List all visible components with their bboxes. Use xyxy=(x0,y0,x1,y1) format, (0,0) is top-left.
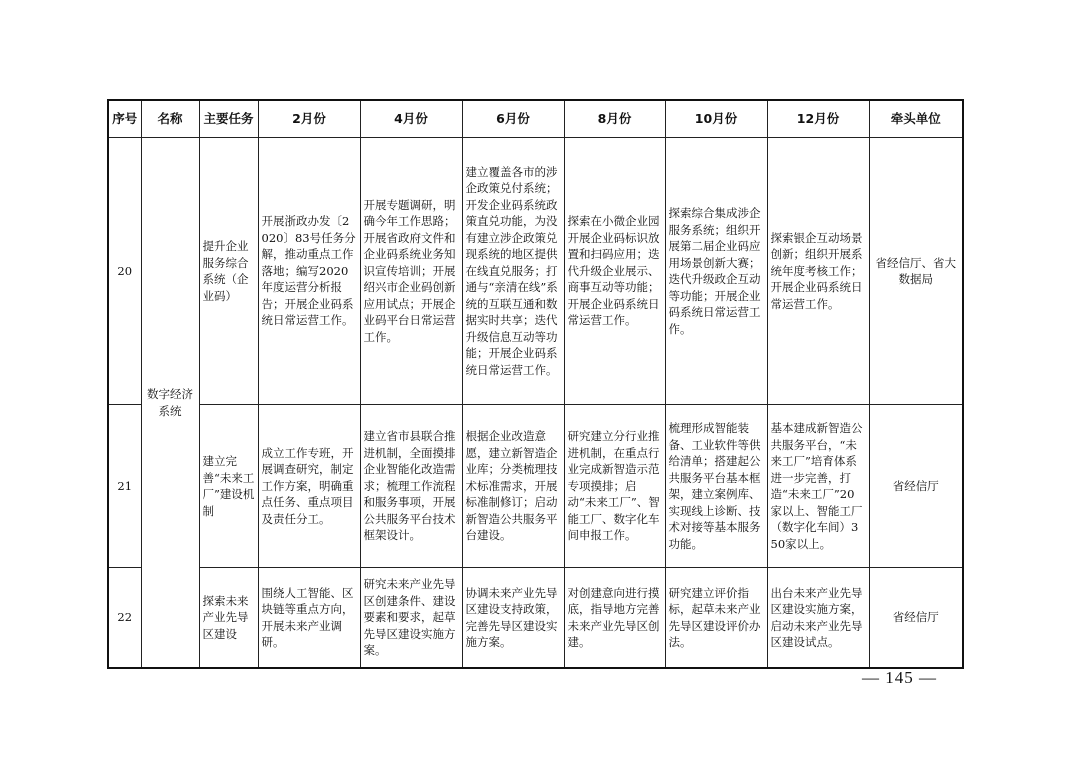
feb-cell: 成立工作专班，开展调查研究，制定工作方案，明确重点任务、重点项目及责任分工。 xyxy=(258,405,360,568)
lead-unit-cell: 省经信厅、省大数据局 xyxy=(869,138,963,405)
header-no: 序号 xyxy=(108,100,141,138)
header-lead: 牵头单位 xyxy=(869,100,963,138)
apr-cell: 建立省市县联合推进机制，全面摸排企业智能化改造需求；梳理工作流程和服务事项，开展公共服务平台技术框架设计。 xyxy=(360,405,462,568)
work-plan-table xyxy=(107,99,964,669)
header-row xyxy=(108,100,963,138)
task-cell: 建立完善“未来工厂”建设机制 xyxy=(199,405,258,568)
aug-cell: 对创建意向进行摸底，指导地方完善未来产业先导区创建。 xyxy=(564,568,665,669)
lead-unit-cell: 省经信厅 xyxy=(869,568,963,669)
page-number: — 145 — xyxy=(862,668,937,687)
feb-cell: 围绕人工智能、区块链等重点方向，开展未来产业调研。 xyxy=(258,568,360,669)
oct-cell: 梳理形成智能装备、工业软件等供给清单；搭建起公共服务平台基本框架，建立案例库、实现线上诊断、技术对接等基本服务功能。 xyxy=(665,405,767,568)
task-cell: 探索未来产业先导区建设 xyxy=(199,568,258,669)
header-apr: 4月份 xyxy=(360,100,462,138)
dec-cell: 基本建成新智造公共服务平台，“未来工厂”培育体系进一步完善，打造“未来工厂”20家以上、智能工厂（数字化车间）350家以上。 xyxy=(767,405,869,568)
dec-cell: 出台未来产业先导区建设实施方案，启动未来产业先导区建设试点。 xyxy=(767,568,869,669)
jun-cell: 建立覆盖各市的涉企政策兑付系统；开发企业码系统政策直兑功能，为没有建立涉企政策兑现系统的地区提供在线直兑服务；打通与“亲清在线”系统的互联互通和数据实时共享；迭代升级信息互动等功能；开展企业码系统日常运营工作。 xyxy=(462,138,564,405)
aug-cell: 研究建立分行业推进机制，在重点行业完成新智造示范专项摸排；启动“未来工厂”、智能工厂、数字化车间申报工作。 xyxy=(564,405,665,568)
header-dec: 12月份 xyxy=(767,100,869,138)
table-row xyxy=(108,568,963,669)
row-number: 20 xyxy=(108,138,141,405)
header-jun: 6月份 xyxy=(462,100,564,138)
feb-cell: 开展浙政办发〔2020〕83号任务分解，推动重点工作落地；编写2020年度运营分析报告；开展企业码系统日常运营工作。 xyxy=(258,138,360,405)
oct-cell: 探索综合集成涉企服务系统；组织开展第二届企业码应用场景创新大赛；迭代升级政企互动等功能；开展企业码系统日常运营工作。 xyxy=(665,138,767,405)
header-task: 主要任务 xyxy=(199,100,258,138)
group-name: 数字经济系统 xyxy=(141,138,199,669)
apr-cell: 开展专题调研，明确今年工作思路；开展省政府文件和企业码系统业务知识宣传培训；开展绍兴市企业码创新应用试点；开展企业码平台日常运营工作。 xyxy=(360,138,462,405)
row-number: 22 xyxy=(108,568,141,669)
header-oct: 10月份 xyxy=(665,100,767,138)
dec-cell: 探索银企互动场景创新；组织开展系统年度考核工作；开展企业码系统日常运营工作。 xyxy=(767,138,869,405)
header-aug: 8月份 xyxy=(564,100,665,138)
task-cell: 提升企业服务综合系统（企业码） xyxy=(199,138,258,405)
table-row xyxy=(108,405,963,568)
jun-cell: 根据企业改造意愿，建立新智造企业库；分类梳理技术标准需求，开展标准制修订；启动新智造公共服务平台建设。 xyxy=(462,405,564,568)
header-name: 名称 xyxy=(141,100,199,138)
apr-cell: 研究未来产业先导区创建条件、建设要素和要求，起草先导区建设实施方案。 xyxy=(360,568,462,669)
row-number: 21 xyxy=(108,405,141,568)
lead-unit-cell: 省经信厅 xyxy=(869,405,963,568)
header-feb: 2月份 xyxy=(258,100,360,138)
table-row xyxy=(108,138,963,405)
aug-cell: 探索在小微企业园开展企业码标识放置和扫码应用；迭代升级企业展示、商事互动等功能；开展企业码系统日常运营工作。 xyxy=(564,138,665,405)
oct-cell: 研究建立评价指标，起草未来产业先导区建设评价办法。 xyxy=(665,568,767,669)
jun-cell: 协调未来产业先导区建设支持政策，完善先导区建设实施方案。 xyxy=(462,568,564,669)
